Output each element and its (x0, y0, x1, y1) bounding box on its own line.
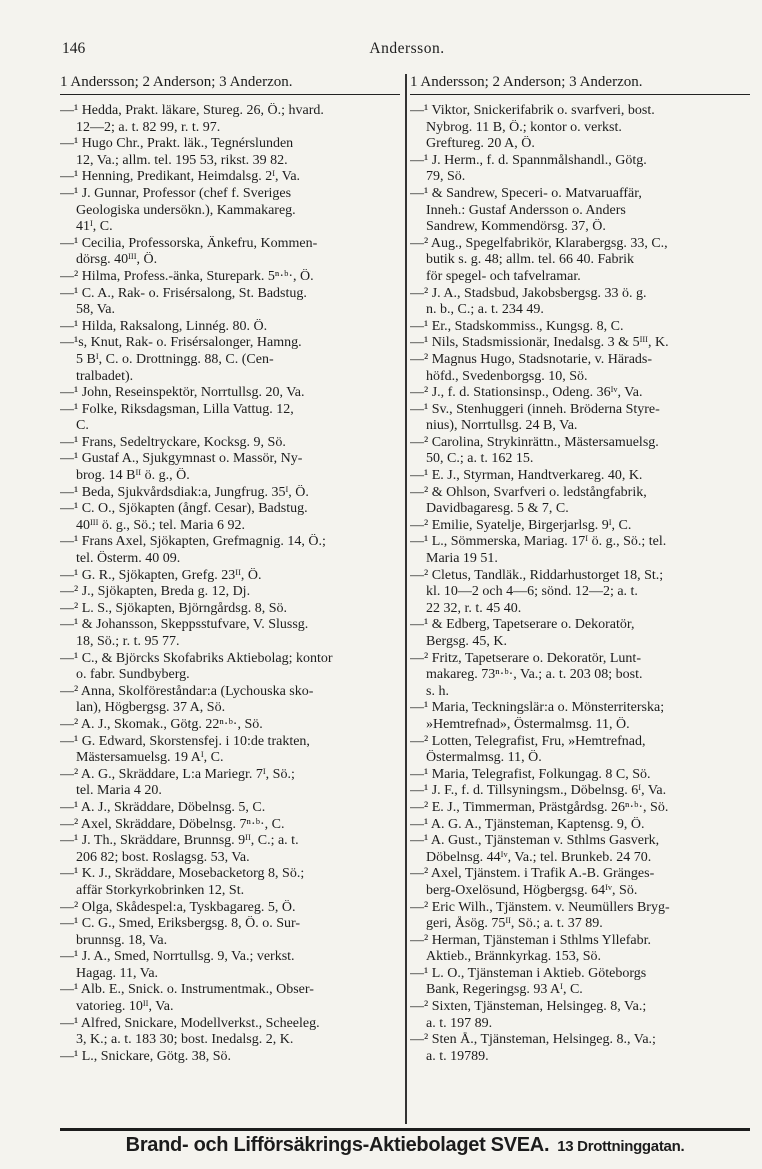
running-head (62, 40, 752, 62)
entry-continuation-line: höfd., Svedenborgsg. 10, Sö. (426, 368, 588, 384)
entry-line: —¹ E. J., Styrman, Handtverkareg. 40, K. (410, 468, 643, 484)
entry-line: —² Axel, Tjänstem. i Trafik A.-B. Gränges- (410, 866, 655, 882)
entry-line: —¹ Maria, Teckningslär:a o. Mönsterriterska; (410, 700, 665, 716)
entry-continuation-line: 50, C.; a. t. 162 15. (426, 451, 534, 467)
left-column (60, 103, 400, 1065)
entry-line: —² Magnus Hugo, Stadsnotarie, v. Härads- (410, 351, 653, 367)
entry-line: —¹ Cecilia, Professorska, Änkefru, Kommen- (60, 235, 318, 251)
right-column (410, 103, 750, 1065)
entry-continuation-line: tralbadet). (76, 368, 134, 384)
entry-line: —² Sten Å., Tjänsteman, Helsingeg. 8., Va.; (410, 1032, 656, 1048)
entry-line: —¹ Er., Stadskommiss., Kungsg. 8, C. (410, 318, 624, 334)
page-title: Andersson. (369, 40, 445, 57)
entry-continuation-line: berg-Oxelösund, Högbergsg. 64ᴵᵛ, Sö. (426, 882, 638, 898)
entry-line: —² Axel, Skräddare, Döbelnsg. 7ⁿ·ᵇ·, C. (60, 816, 285, 832)
entry-continuation-line: butik s. g. 48; allm. tel. 66 40. Fabrik (426, 252, 635, 268)
entry-line: —² Lotten, Telegrafist, Fru, »Hemtrefnad, (410, 733, 646, 749)
entry-continuation-line: 206 82; bost. Roslagsg. 53, Va. (76, 849, 250, 865)
entry-continuation-line: dörsg. 40ᴵᴵᴵ, Ö. (76, 252, 158, 268)
entry-continuation-line: Sandrew, Kommendörsg. 37, Ö. (426, 219, 606, 235)
entry-continuation-line: affär Storkyrkobrinken 12, St. (76, 882, 245, 898)
entry-line: —¹ Beda, Sjukvårdsdiak:a, Jungfrug. 35ᴵ, Ö. (60, 484, 309, 500)
entry-line: —¹ L., Snickare, Götg. 38, Sö. (60, 1048, 232, 1064)
entry-line: —² Carolina, Strykinrättn., Mästersamuelsg. (410, 434, 659, 450)
entry-line: —¹ J. F., f. d. Tillsyningsm., Döbelnsg. 6ᴵ, Va. (410, 783, 667, 799)
entry-line: —² Cletus, Tandläk., Riddarhustorget 18, St.; (410, 567, 664, 583)
entry-continuation-line: 41ᴵ, C. (76, 219, 113, 235)
entry-continuation-line: Östermalmsg. 11, Ö. (426, 750, 542, 766)
entry-continuation-line: Aktieb., Brännkyrkag. 153, Sö. (426, 949, 601, 965)
column-divider (405, 74, 407, 1124)
entry-continuation-line: 3, K.; a. t. 183 30; bost. Inedalsg. 2, K. (76, 1032, 294, 1048)
entry-continuation-line: nius), Norrtullsg. 24 B, Va. (426, 418, 578, 434)
entry-line: —² E. J., Timmerman, Prästgårdsg. 26ⁿ·ᵇ·, Sö. (410, 799, 669, 815)
advertisement-banner (60, 1134, 750, 1162)
entry-continuation-line: tel. Österm. 40 09. (76, 551, 181, 567)
entry-line: —² Aug., Spegelfabrikör, Klarabergsg. 33, C., (410, 235, 668, 251)
entry-line: —¹ C. O., Sjökapten (ångf. Cesar), Badstug. (60, 501, 308, 517)
entry-line: —² J., Sjökapten, Breda g. 12, Dj. (60, 584, 251, 600)
entry-line: —¹ Gustaf A., Sjukgymnast o. Massör, Ny- (60, 451, 303, 467)
entry-line: —² Emilie, Syatelje, Birgerjarlsg. 9ᴵ, C. (410, 517, 632, 533)
entry-continuation-line: 12, Va.; allm. tel. 195 53, rikst. 39 82. (76, 152, 288, 168)
entry-continuation-line: vatorieg. 10ᴵᴵ, Va. (76, 999, 174, 1015)
right-column-heading: 1 Andersson; 2 Anderson; 3 Anderzon. (410, 74, 750, 95)
entry-continuation-line: Maria 19 51. (426, 551, 498, 567)
entry-line: —¹ Frans, Sedeltryckare, Kocksg. 9, Sö. (60, 434, 286, 450)
entry-line: —² A. G., Skräddare, L:a Mariegr. 7ᴵ, Sö.; (60, 766, 295, 782)
entry-line: —¹ & Edberg, Tapetserare o. Dekoratör, (410, 617, 635, 633)
entry-line: —¹ C. A., Rak- o. Frisérsalong, St. Badstug. (60, 285, 307, 301)
entry-line: —¹ & Sandrew, Speceri- o. Matvaruaffär, (410, 185, 642, 201)
entry-continuation-line: tel. Maria 4 20. (76, 783, 162, 799)
entry-line: —¹ Alfred, Snickare, Modellverkst., Scheeleg. (60, 1015, 320, 1031)
entry-line: —¹ Folke, Riksdagsman, Lilla Vattug. 12, (60, 401, 294, 417)
entry-line: —¹s, Knut, Rak- o. Frisérsalonger, Hamng. (60, 335, 302, 351)
bottom-rule (60, 1128, 750, 1131)
entry-continuation-line: Nybrog. 11 B, Ö.; kontor o. verkst. (426, 119, 622, 135)
entry-continuation-line: 5 Bᴵ, C. o. Drottningg. 88, C. (Cen- (76, 351, 274, 367)
entry-continuation-line: Inneh.: Gustaf Andersson o. Anders (426, 202, 626, 218)
entry-line: —¹ J. Herm., f. d. Spannmålshandl., Götg. (410, 152, 647, 168)
entry-line: —¹ J. Th., Skräddare, Brunnsg. 9ᴵᴵ, C.; a. t. (60, 833, 299, 849)
entry-continuation-line: brunnsg. 18, Va. (76, 932, 168, 948)
entry-continuation-line: 18, Sö.; r. t. 95 77. (76, 634, 180, 649)
entry-continuation-line: »Hemtrefnad», Östermalmsg. 11, Ö. (426, 716, 630, 732)
entry-continuation-line: för spegel- och tafvelramar. (426, 268, 581, 284)
entry-line: —² Sixten, Tjänsteman, Helsingeg. 8, Va.; (410, 999, 647, 1015)
entry-line: —² A. J., Skomak., Götg. 22ⁿ·ᵇ·, Sö. (60, 716, 263, 732)
entry-line: —² L. S., Sjökapten, Björngårdsg. 8, Sö. (60, 600, 288, 616)
entry-line: —¹ Frans Axel, Sjökapten, Grefmagnig. 14, Ö.; (60, 534, 326, 550)
entry-line: —¹ C., & Björcks Skofabriks Aktiebolag; kontor (60, 650, 333, 666)
entry-line: —² J., f. d. Stationsinsp., Odeng. 36ᴵᵛ, Va. (410, 385, 643, 401)
entry-continuation-line: s. h. (426, 683, 449, 699)
entry-line: —¹ K. J., Skräddare, Mosebacketorg 8, Sö.; (60, 866, 305, 882)
entry-continuation-line: a. t. 19789. (426, 1048, 489, 1064)
entry-line: —¹ C. G., Smed, Eriksbergsg. 8, Ö. o. Sur- (60, 916, 301, 932)
entry-continuation-line: a. t. 197 89. (426, 1015, 493, 1031)
entry-continuation-line: 22 32, r. t. 45 40. (426, 600, 522, 616)
entry-continuation-line: Mästersamuelsg. 19 Aᴵ, C. (76, 750, 224, 766)
entry-line: —¹ L. O., Tjänsteman i Aktieb. Göteborgs (410, 965, 647, 981)
entry-continuation-line: 40ᴵᴵᴵ ö. g., Sö.; tel. Maria 6 92. (76, 517, 245, 533)
entry-line: —¹ & Johansson, Skeppsstufvare, V. Slussg. (60, 617, 309, 633)
advertisement-address: 13 Drottninggatan. (557, 1138, 685, 1155)
entry-continuation-line: Greftureg. 20 A, Ö. (426, 136, 535, 152)
entry-continuation-line: 58, Va. (76, 302, 116, 318)
entry-line: —² Anna, Skolföreståndar:a (Lychouska sko- (60, 683, 314, 699)
advertisement-text: Brand- och Lifförsäkrings-Aktiebolaget SVEA. (125, 1134, 550, 1156)
entry-continuation-line: makareg. 73ⁿ·ᵇ·, Va.; a. t. 203 08; bost. (426, 667, 643, 683)
entry-continuation-line: 12—2; a. t. 82 99, r. t. 97. (76, 119, 221, 135)
left-column-heading: 1 Andersson; 2 Anderson; 3 Anderzon. (60, 74, 400, 95)
entry-continuation-line: geri, Åsög. 75ᴵᴵ, Sö.; a. t. 37 89. (426, 916, 603, 932)
entry-continuation-line: C. (76, 418, 89, 434)
entry-continuation-line: kl. 10—2 och 4—6; sönd. 12—2; a. t. (426, 584, 638, 600)
entry-continuation-line: Geologiska undersökn.), Kammakareg. (76, 202, 296, 218)
entry-line: —² Fritz, Tapetserare o. Dekoratör, Lunt- (410, 650, 641, 666)
entry-line: —¹ J. A., Smed, Norrtullsg. 9, Va.; verkst. (60, 949, 295, 965)
entry-line: —¹ Henning, Predikant, Heimdalsg. 2ᴵ, Va. (60, 169, 301, 185)
entry-line: —¹ A. G. A., Tjänsteman, Kaptensg. 9, Ö. (410, 816, 645, 832)
entry-continuation-line: Döbelnsg. 44ᴵᵛ, Va.; tel. Brunkeb. 24 70. (426, 849, 652, 865)
entry-line: —² Eric Wilh., Tjänstem. v. Neumüllers Bryg- (410, 899, 670, 915)
entry-line: —¹ Maria, Telegrafist, Folkungag. 8 C, Sö. (410, 766, 651, 782)
entry-continuation-line: 79, Sö. (426, 169, 466, 185)
entry-continuation-line: Bergsg. 45, K. (426, 634, 508, 649)
entry-line: —¹ Nils, Stadsmissionär, Inedalsg. 3 & 5ᴵᴵᴵ, K. (410, 335, 669, 351)
entry-continuation-line: Hagag. 11, Va. (76, 965, 159, 981)
entry-continuation-line: brog. 14 Bᴵᴵ ö. g., Ö. (76, 468, 190, 484)
entry-line: —² Hilma, Profess.-änka, Sturepark. 5ⁿ·ᵇ·, Ö. (60, 268, 314, 284)
entry-line: —² & Ohlson, Svarfveri o. ledstångfabrik, (410, 484, 647, 500)
entry-line: —¹ G. Edward, Skorstensfej. i 10:de trakten, (60, 733, 310, 749)
entry-line: —¹ Alb. E., Snick. o. Instrumentmak., Obser- (60, 982, 314, 998)
entry-continuation-line: n. b., C.; a. t. 234 49. (426, 302, 544, 318)
entry-line: —¹ Sv., Stenhuggeri (inneh. Bröderna Styre- (410, 401, 660, 417)
entry-line: —¹ Hugo Chr., Prakt. läk., Tegnérslunden (60, 136, 294, 152)
entry-line: —¹ John, Reseinspektör, Norrtullsg. 20, Va. (60, 385, 305, 401)
page-number: 146 (62, 40, 86, 57)
entry-continuation-line: Bank, Regeringsg. 93 Aᴵ, C. (426, 982, 583, 998)
entry-line: —² Herman, Tjänsteman i Sthlms Yllefabr. (410, 932, 651, 948)
entry-line: —¹ J. Gunnar, Professor (chef f. Sveriges (60, 185, 292, 201)
entry-line: —¹ Viktor, Snickerifabrik o. svarfveri, bost. (410, 103, 655, 118)
entry-continuation-line: Davidbagaresg. 5 & 7, C. (426, 501, 569, 517)
entry-line: —² J. A., Stadsbud, Jakobsbergsg. 33 ö. g. (410, 285, 647, 301)
entry-line: —² Olga, Skådespel:a, Tyskbagareg. 5, Ö. (60, 899, 296, 915)
entry-line: —¹ L., Sömmerska, Mariag. 17ᴵ ö. g., Sö.; tel. (410, 534, 667, 550)
entry-line: —¹ A. Gust., Tjänsteman v. Sthlms Gasverk, (410, 833, 660, 849)
entry-continuation-line: lan), Högbergsg. 37 A, Sö. (76, 700, 226, 716)
entry-line: —¹ G. R., Sjökapten, Grefg. 23ᴵᴵ, Ö. (60, 567, 262, 583)
entry-line: —¹ Hedda, Prakt. läkare, Stureg. 26, Ö.; hvard. (60, 103, 324, 118)
entry-line: —¹ Hilda, Raksalong, Linnég. 80. Ö. (60, 318, 268, 334)
entry-continuation-line: o. fabr. Sundbyberg. (76, 667, 190, 683)
entry-line: —¹ A. J., Skräddare, Döbelnsg. 5, C. (60, 799, 266, 815)
